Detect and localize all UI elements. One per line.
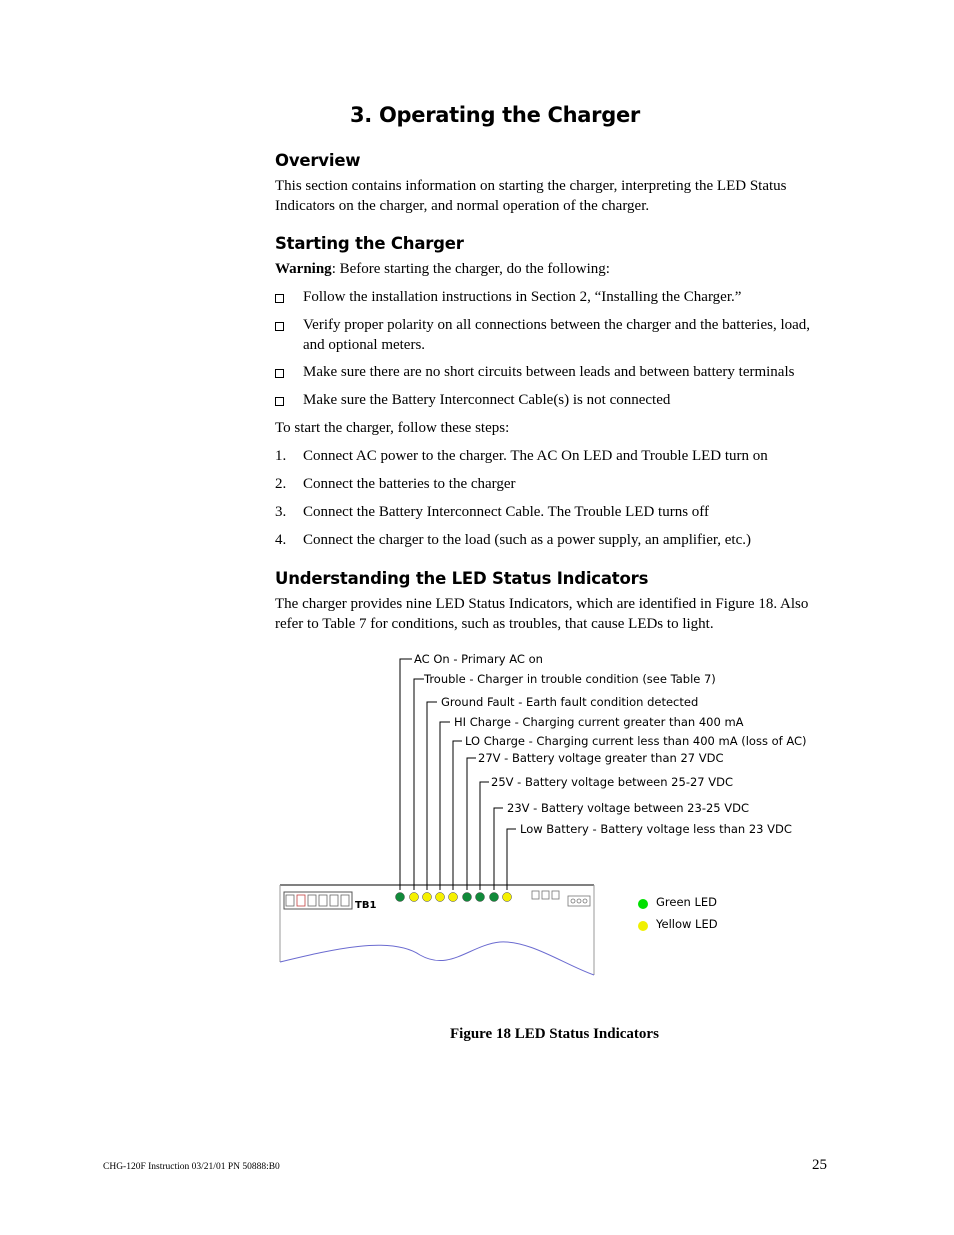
page-number: 25 xyxy=(812,1157,827,1173)
bullet-text: Make sure there are no short circuits between leads and between battery terminals xyxy=(303,364,795,380)
step-number: 2. xyxy=(275,476,287,492)
led-green xyxy=(490,893,499,902)
label-27v: 27V - Battery voltage greater than 27 VDC xyxy=(478,751,724,765)
led-section-heading: Understanding the LED Status Indicators xyxy=(275,569,649,588)
label-ground-fault: Ground Fault - Earth fault condition detected xyxy=(441,695,699,709)
board-break-line xyxy=(280,942,594,975)
label-hi-charge: HI Charge - Charging current greater than 400 mA xyxy=(454,715,744,729)
legend-green-swatch xyxy=(638,899,648,909)
step-text: Connect the Battery Interconnect Cable. The Trouble LED turns off xyxy=(303,504,710,520)
led-line-1: The charger provides nine LED Status Indicators, which are identified in Figure 18. Also xyxy=(275,596,809,612)
warning-label: Warning xyxy=(275,261,332,277)
overview-line-2: Indicators on the charger, and normal operation of the charger. xyxy=(275,197,650,214)
tb1-label: TB1 xyxy=(355,900,377,911)
led-yellow xyxy=(449,893,458,902)
led-yellow xyxy=(410,893,419,902)
overview-line-1: This section contains information on starting the charger, interpreting the LED Status xyxy=(275,178,787,194)
bullet-text: Verify proper polarity on all connections between the charger and the batteries, load, xyxy=(303,317,811,333)
bullet-text: Make sure the Battery Interconnect Cable(s) is not connected xyxy=(303,392,671,408)
led-green xyxy=(463,893,472,902)
step-number: 3. xyxy=(275,504,287,520)
bullet-text-cont: and optional meters. xyxy=(303,336,426,353)
figure-caption: Figure 18 LED Status Indicators xyxy=(450,1026,659,1042)
led-yellow xyxy=(423,893,432,902)
starting-heading: Starting the Charger xyxy=(275,234,464,253)
label-ac-on: AC On - Primary AC on xyxy=(414,652,543,666)
label-low-battery: Low Battery - Battery voltage less than 23 VDC xyxy=(520,822,792,836)
step-number: 4. xyxy=(275,532,287,548)
step-text: Connect the batteries to the charger xyxy=(303,476,516,492)
label-trouble: Trouble - Charger in trouble condition (see Table 7) xyxy=(424,672,716,686)
step-text: Connect AC power to the charger. The AC On LED and Trouble LED turn on xyxy=(303,448,768,464)
warning-text: : Before starting the charger, do the following: xyxy=(331,261,610,277)
bullet-text: Follow the installation instructions in Section 2, “Installing the Charger.” xyxy=(303,289,742,305)
led-row xyxy=(396,893,512,902)
led-line-2: refer to Table 7 for conditions, such as troubles, that cause LEDs to light. xyxy=(275,615,714,632)
footer-doc-id: CHG-120F Instruction 03/21/01 PN 50888:B0 xyxy=(103,1162,280,1172)
board-components xyxy=(532,891,590,906)
legend xyxy=(638,895,718,931)
label-lo-charge: LO Charge - Charging current less than 400 mA (loss of AC) xyxy=(465,734,807,748)
led-green xyxy=(476,893,485,902)
led-yellow xyxy=(436,893,445,902)
legend-green-label: Green LED xyxy=(656,895,718,909)
steps-intro: To start the charger, follow these steps: xyxy=(275,420,510,436)
label-23v: 23V - Battery voltage between 23-25 VDC xyxy=(507,801,750,815)
legend-yellow-label: Yellow LED xyxy=(656,917,718,931)
overview-heading: Overview xyxy=(275,151,361,170)
label-25v: 25V - Battery voltage between 25-27 VDC xyxy=(491,775,734,789)
legend-yellow-swatch xyxy=(638,921,648,931)
led-green xyxy=(396,893,405,902)
step-number: 1. xyxy=(275,448,287,464)
step-text: Connect the charger to the load (such as a power supply, an amplifier, etc.) xyxy=(303,532,751,548)
charger-board xyxy=(280,885,594,975)
led-yellow xyxy=(503,893,512,902)
chapter-title: 3. Operating the Charger xyxy=(350,103,640,127)
